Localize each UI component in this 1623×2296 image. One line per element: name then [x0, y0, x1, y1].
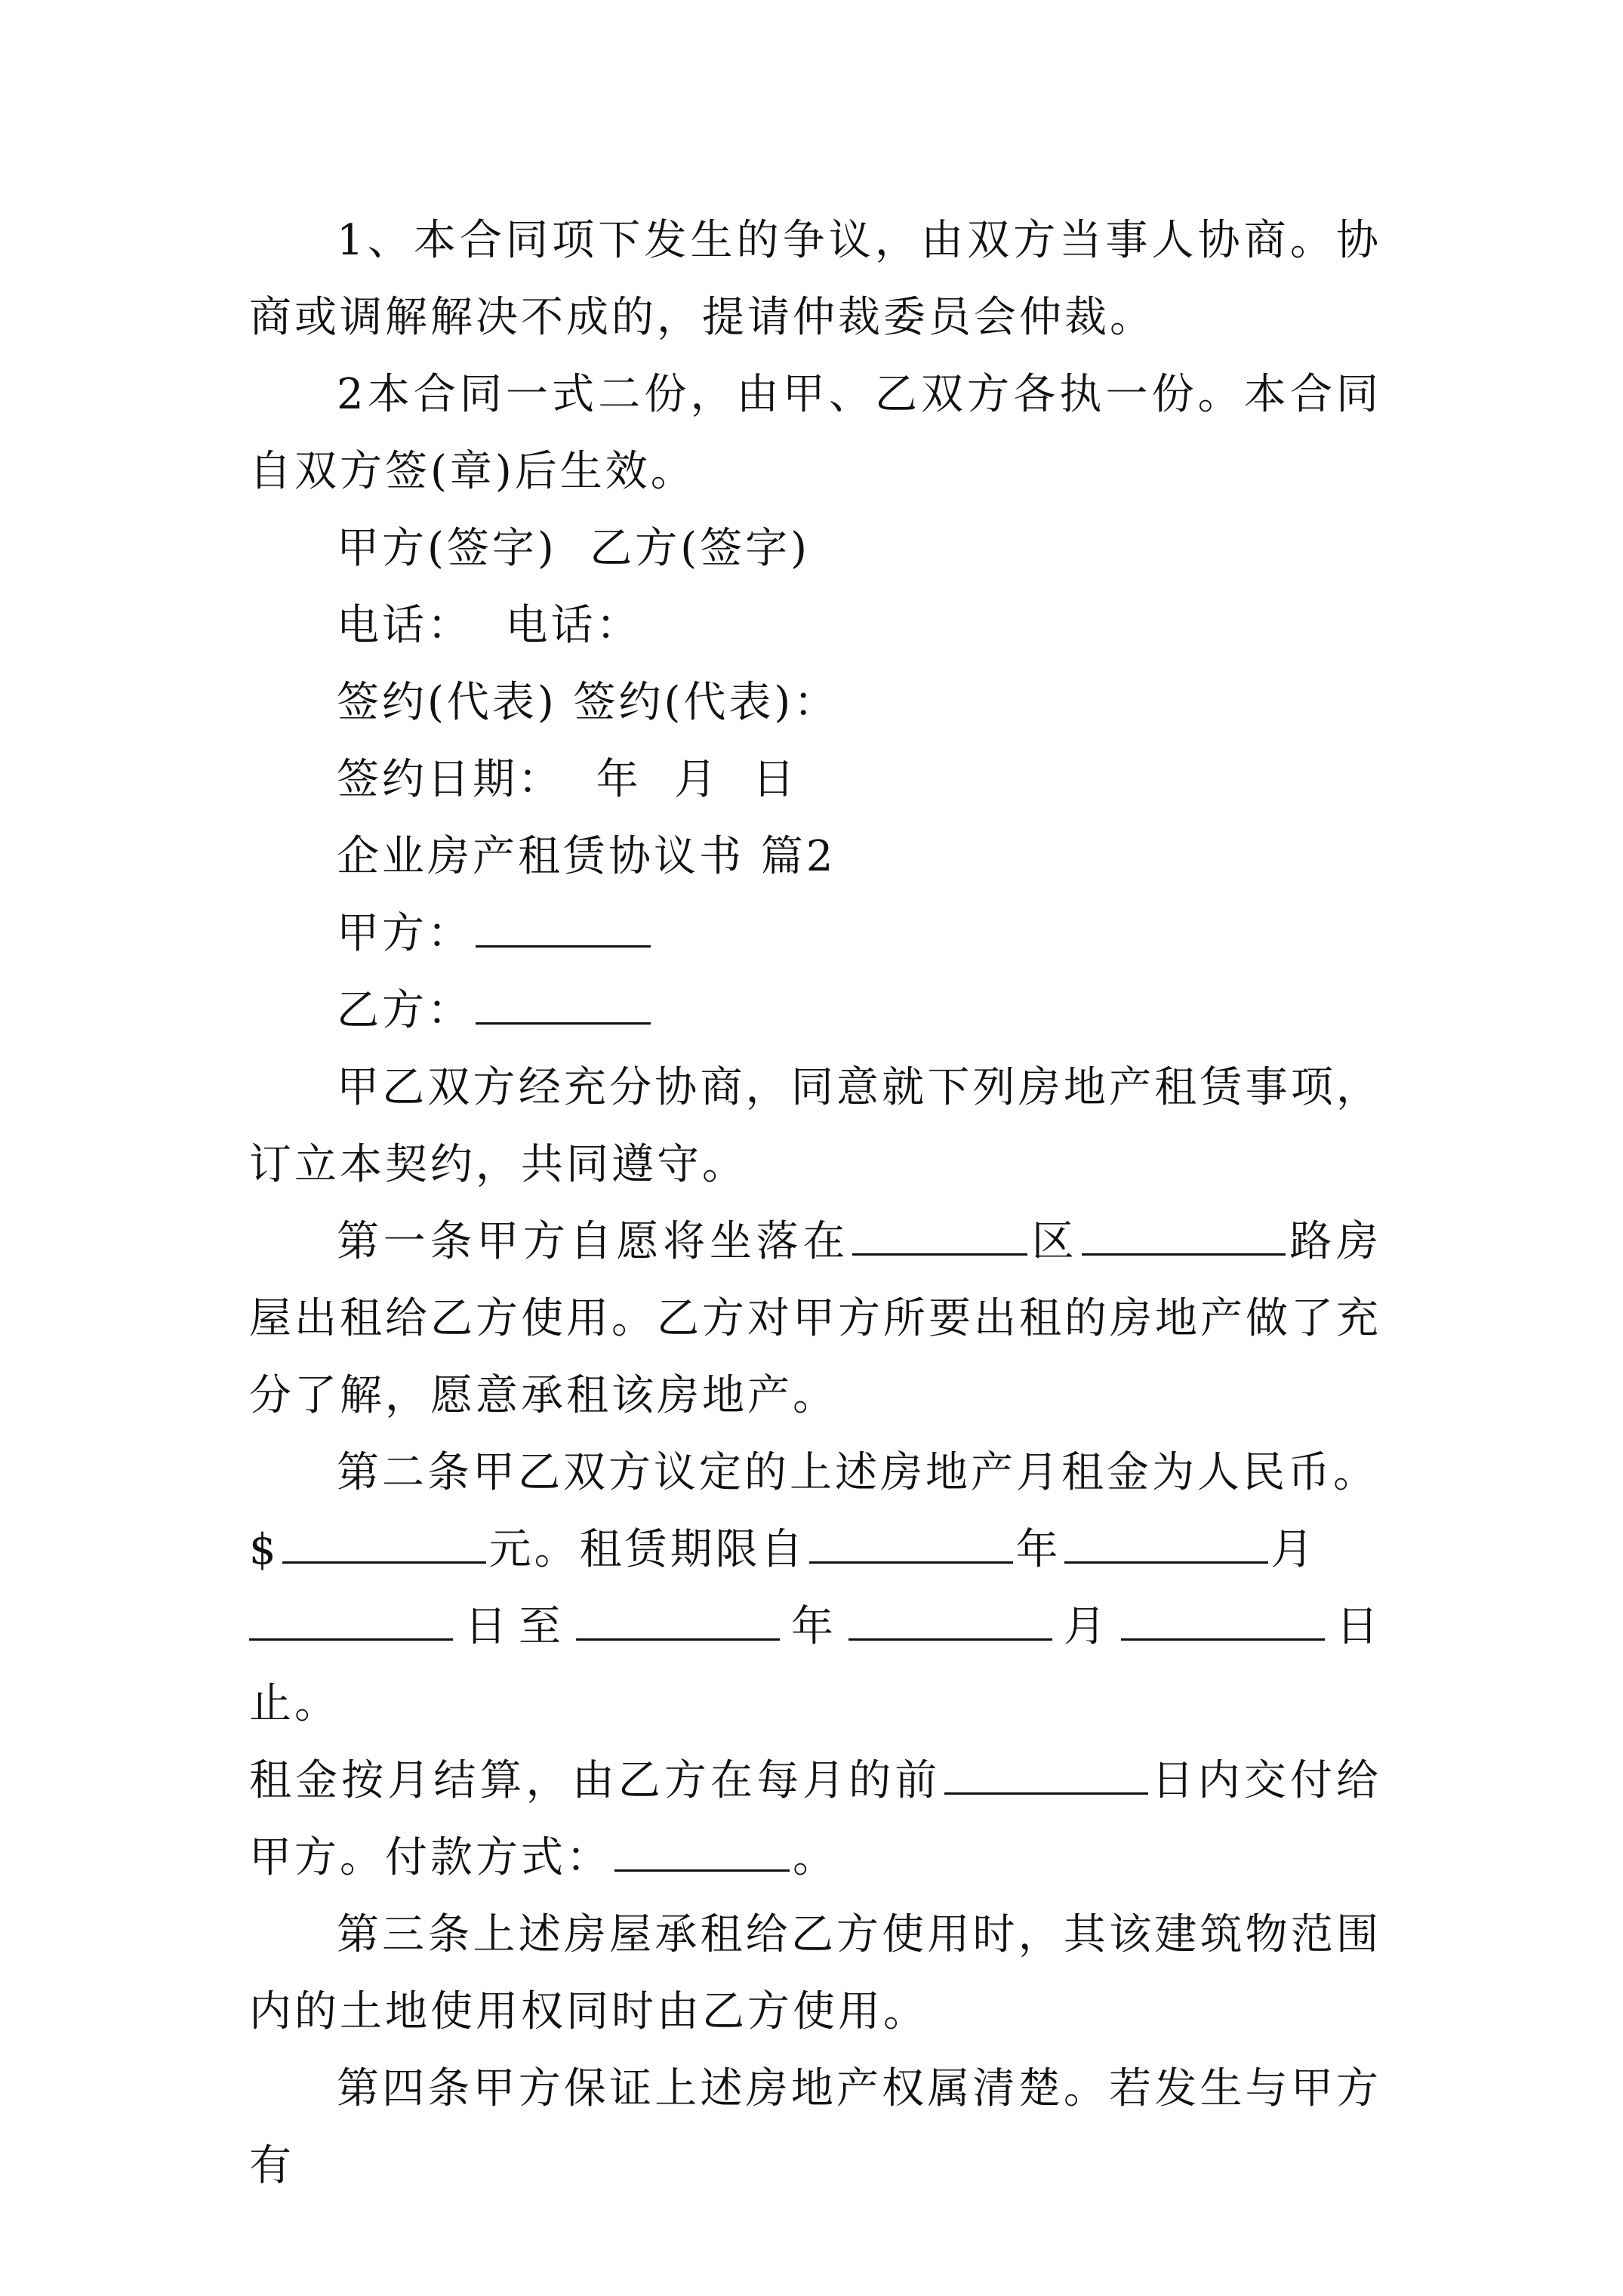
signature-line: 甲方(签字) 乙方(签字)	[337, 524, 810, 573]
party-a-blank	[476, 908, 651, 948]
article-2-period: 。	[793, 1833, 838, 1882]
payment-day-blank	[944, 1755, 1148, 1795]
party-a-label: 甲方：	[337, 909, 473, 958]
party-b-blank	[476, 985, 651, 1025]
start-day-blank	[249, 1601, 453, 1641]
article-1-text-c: 路房屋出租给乙方使用。乙方对甲方所要出租的房地产做了充分了解，愿意承租该房地产。	[249, 1217, 1382, 1420]
phone-line: 电话： 电话：	[337, 601, 642, 650]
day-to-label: 日至	[456, 1602, 573, 1651]
rent-amount-blank	[282, 1524, 486, 1564]
article-2	[249, 1435, 1381, 1897]
article-2-text-c: 租金按月结算，由乙方在每月的前	[249, 1756, 941, 1805]
end-year-blank	[576, 1601, 780, 1641]
month-label-1: 月	[1270, 1525, 1317, 1574]
end-day-blank	[1121, 1601, 1325, 1641]
day-end-label: 日止。	[249, 1602, 1381, 1728]
article-1-text-a: 第一条甲方自愿将坐落在	[337, 1217, 850, 1266]
end-month-blank	[848, 1601, 1052, 1641]
party-a-line	[249, 895, 1381, 972]
article-1-text-b: 区	[1030, 1217, 1079, 1266]
year-label-2: 年	[782, 1602, 845, 1651]
party-b-line	[249, 972, 1381, 1049]
agreement-heading: 企业房产租赁协议书 篇2	[337, 832, 836, 881]
road-blank	[1082, 1216, 1286, 1256]
article-1	[249, 1203, 1381, 1435]
article-2-text-b: 元。租赁期限自	[488, 1525, 806, 1574]
party-b-label: 乙方：	[337, 986, 473, 1035]
dispute-clause: 1、本合同项下发生的争议，由双方当事人协商。协商或调解解决不成的，提请仲裁委员会仲裁。	[249, 216, 1381, 342]
preamble: 甲乙双方经充分协商，同意就下列房地产租赁事项，订立本契约，共同遵守。	[249, 1063, 1381, 1189]
payment-method-blank	[614, 1832, 790, 1872]
representative-line: 签约(代表) 签约(代表)：	[337, 678, 839, 727]
article-3: 第三条上述房屋承租给乙方使用时，其该建筑物范围内的土地使用权同时由乙方使用。	[249, 1910, 1381, 2036]
district-blank	[852, 1216, 1027, 1256]
sign-date-line: 签约日期： 年 月 日	[337, 755, 798, 804]
document-body	[249, 202, 1381, 2205]
year-label-1: 年	[1015, 1525, 1061, 1574]
month-label-2: 月	[1055, 1602, 1118, 1651]
article-2-text-a: 第二条甲乙双方议定的上述房地产月租金为人民币。	[337, 1448, 1378, 1497]
copies-clause: 2本合同一式二份，由甲、乙双方各执一份。本合同自双方签(章)后生效。	[249, 370, 1381, 496]
start-month-blank	[1064, 1524, 1268, 1564]
dollar-sign: $	[249, 1525, 279, 1574]
article-4: 第四条甲方保证上述房地产权属清楚。若发生与甲方有	[249, 2064, 1381, 2190]
article-2-text-d: 日内交付给甲方。付款方式：	[249, 1756, 1382, 1882]
start-year-blank	[809, 1524, 1013, 1564]
